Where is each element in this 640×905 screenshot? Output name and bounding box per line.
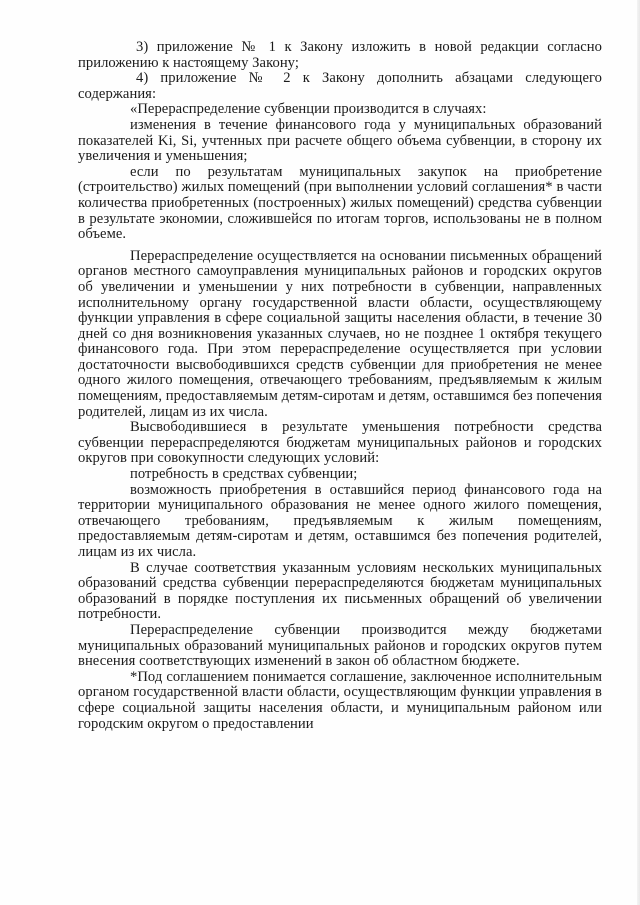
paragraph-case-procurement-savings: если по результатам муниципальных закупок на приобретение (строительство) жилых помещений (при выполнении условий соглашения* в части количества приобретенных (построенных) жилых помещений) средства субвенции в результате экономии, сложившейся по итогам торгов, использованы не в полном объеме. xyxy=(78,163,602,243)
paragraph-case-indicator-change: изменения в течение финансового года у муниципальных образований показателей Ki, Si, учтенных при расчете общего объема субвенции, в сторону их увеличения и уменьшения; xyxy=(78,116,602,165)
paragraph-redistribution-basis: Перераспределение осуществляется на основании письменных обращений органов местного самоуправления муниципальных районов и городских округов об увеличении и уменьшении у них потребности в субвенции, направленных исполнительному органу государственной власти области, осуществляющему функции управления в сфере социальной защиты населения области, в течение 30 дней со дня возникновения указанных случаев, но не позднее 1 октября текущего финансового года. При этом перераспределение осуществляется при условии достаточности высвободившихся средств субвенции для приобретения не менее одного жилого помещения, отвечающего требованиям, предъявляемым к жилым помещениям, предоставляемым детям-сиротам и детям, оставшимся без попечения родителей, лицам из их числа. xyxy=(78,247,602,420)
paragraph-condition-purchase: возможность приобретения в оставшийся период финансового года на территории муниципального образования не менее одного жилого помещения, отвечающего требованиям, предъявляемым к жилым помещениям, предоставляемым детям-сиротам и детям, оставшимся без попечения родителей, лицам из их числа. xyxy=(78,481,602,560)
paragraph-released-funds: Высвободившиеся в результате уменьшения потребности средства субвенции перераспределяются бюджетам муниципальных районов и городских округов при совокупности следующих условий: xyxy=(78,419,602,467)
paragraph-several-municipalities: В случае соответствия указанным условиям нескольких муниципальных образований средства субвенции перераспределяются бюджетам муниципальных образований в порядке поступления их письменных обращений об увеличении потребности. xyxy=(78,559,602,623)
paragraph-footnote-agreement: *Под соглашением понимается соглашение, заключенное исполнительным органом государственной власти области, осуществляющим функции управления в сфере социальной защиты населения области, и муниципальным районом или городским округом о предоставлении xyxy=(78,668,602,732)
document-body xyxy=(78,40,602,732)
paragraph-budget-law-changes: Перераспределение субвенции производится между бюджетами муниципальных образований муниципальных районов и городских округов путем внесения соответствующих изменений в закон об областном бюджете. xyxy=(78,621,602,670)
paragraph-item-3: 3) приложение № 1 к Закону изложить в новой редакции согласно приложению к настоящему Закону; xyxy=(78,39,602,71)
paragraph-condition-need: потребность в средствах субвенции; xyxy=(130,466,358,483)
paragraph-redistribution-cases: «Перераспределение субвенции производится в случаях: xyxy=(130,101,487,118)
paragraph-item-4: 4) приложение № 2 к Закону дополнить абзацами следующего содержания: xyxy=(78,70,602,102)
